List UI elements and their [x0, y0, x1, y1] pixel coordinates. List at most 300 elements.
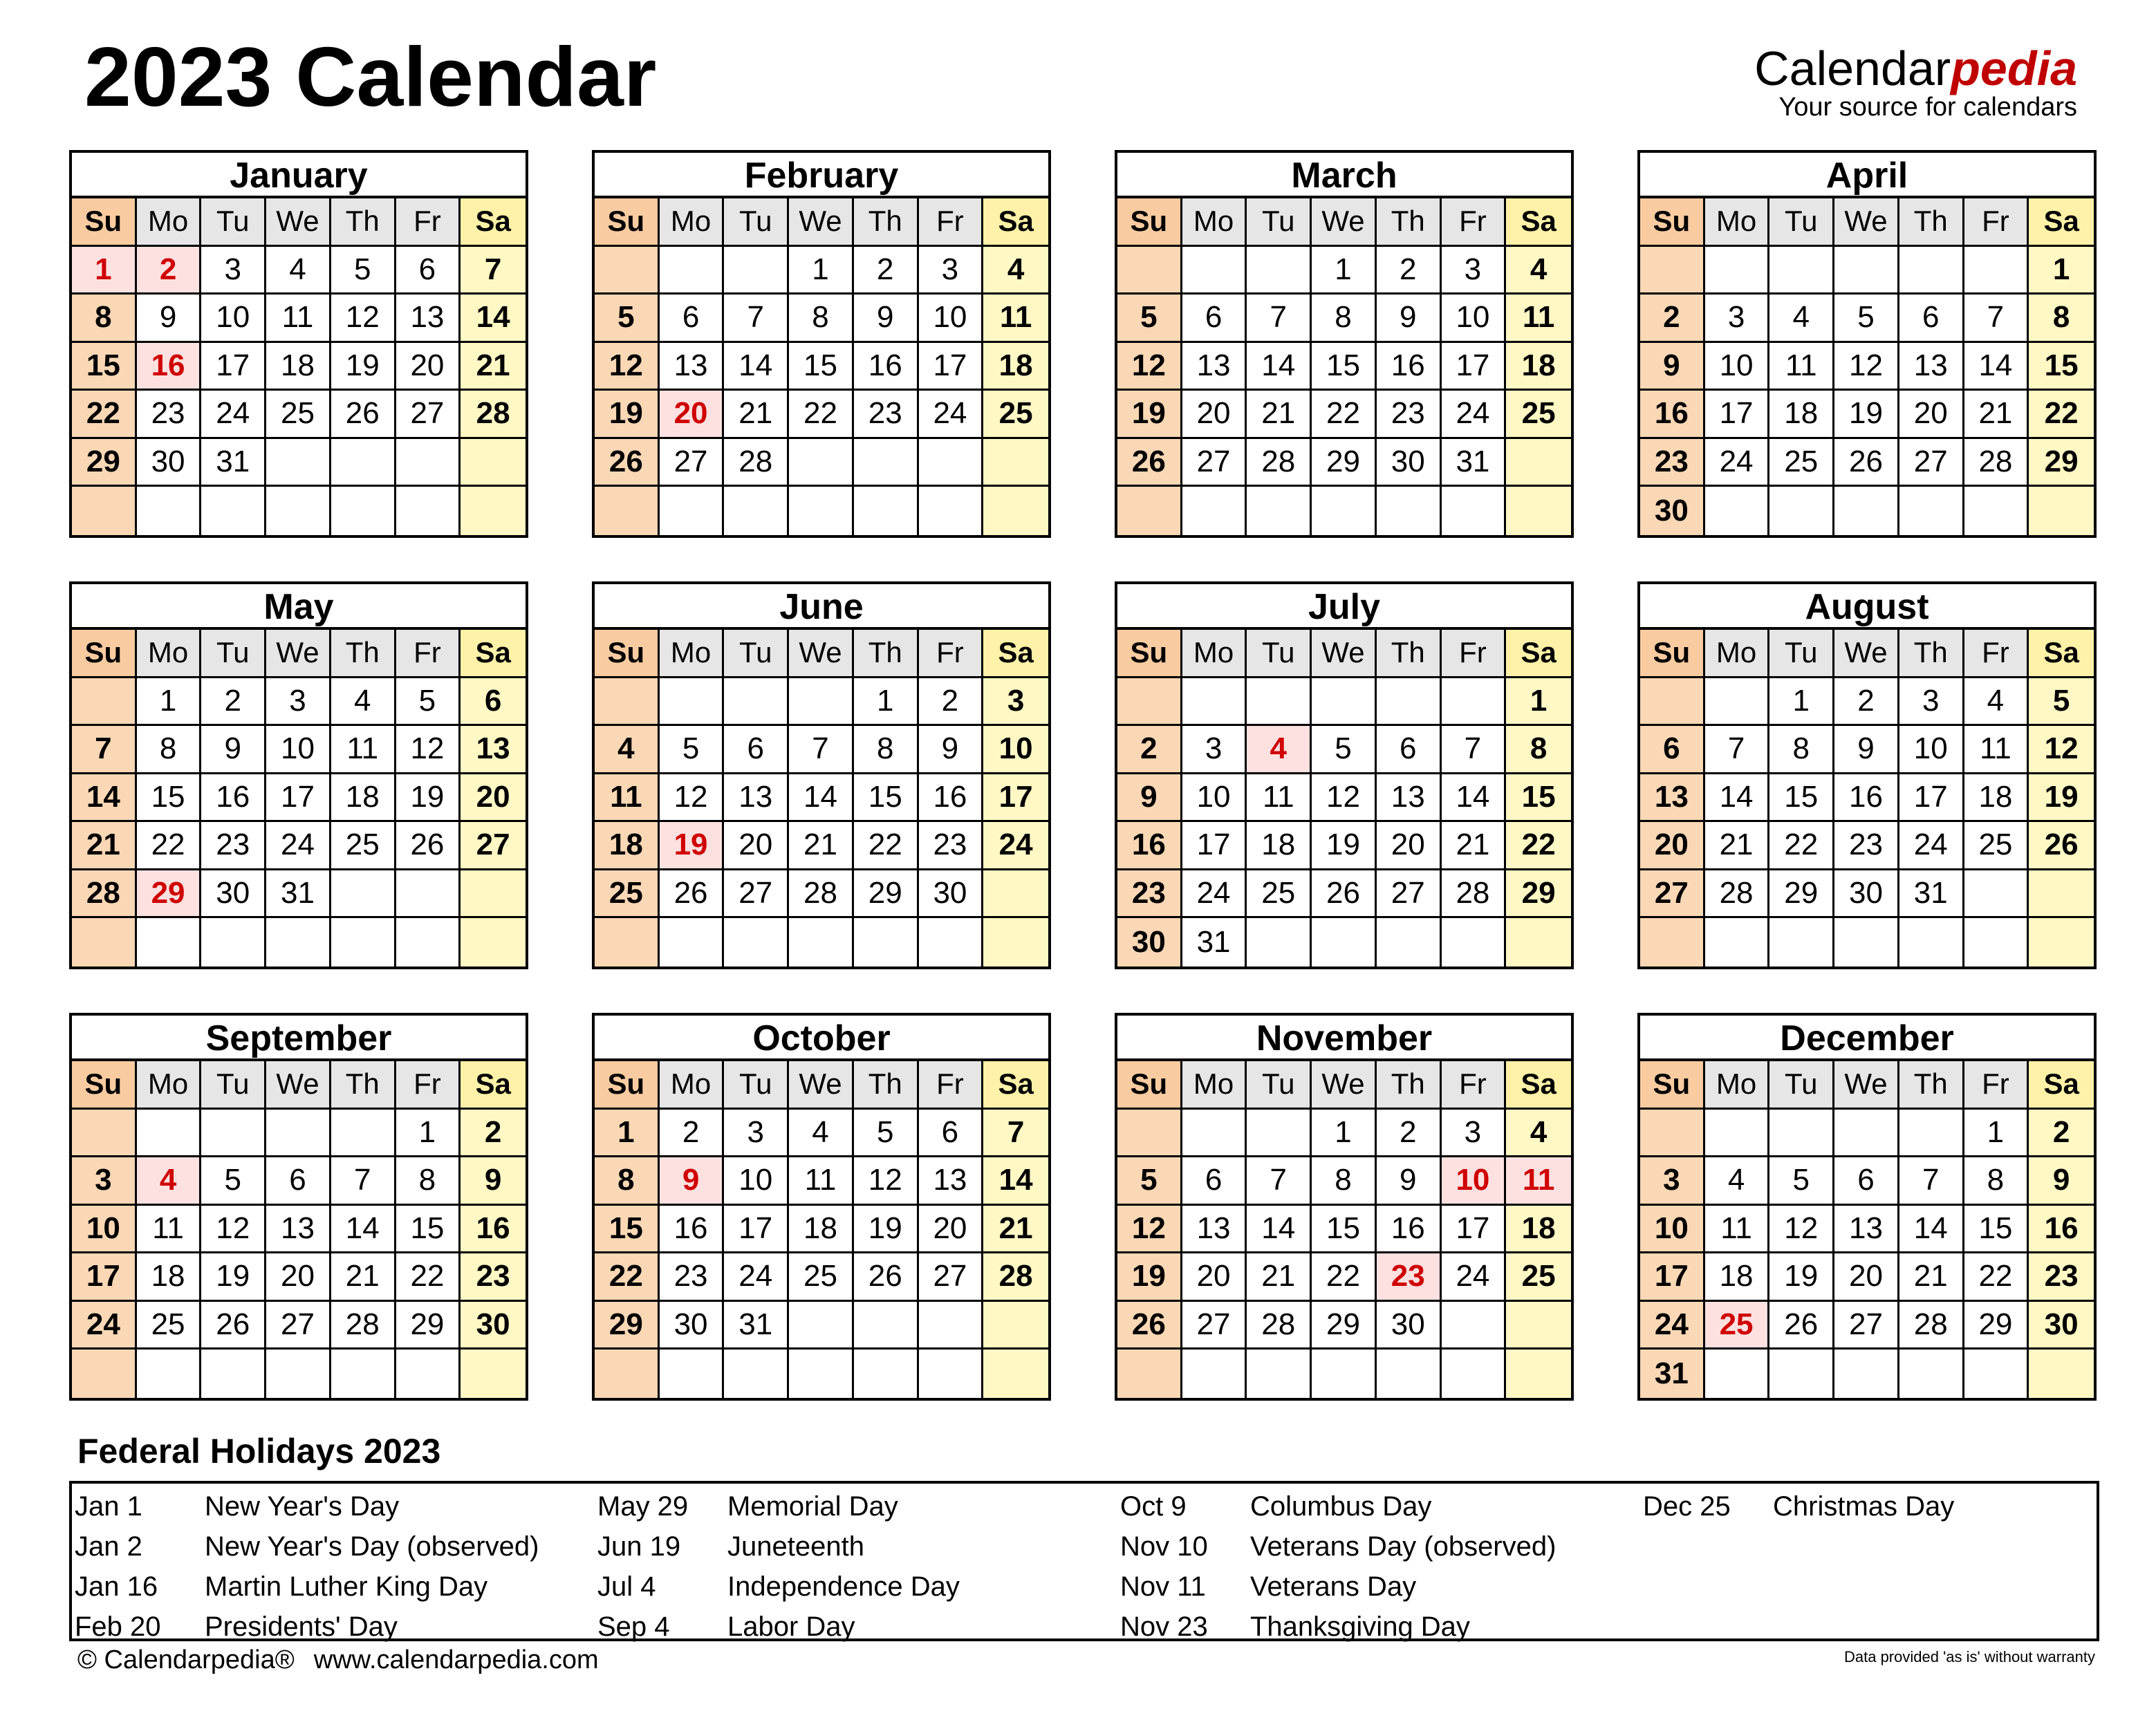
holiday-name: Veterans Day — [1250, 1571, 1417, 1602]
day-cell: 16 — [919, 774, 984, 823]
page-title: 2023 Calendar — [84, 30, 657, 124]
day-cell: 12 — [1312, 774, 1377, 823]
weekday-header: Sa — [983, 198, 1048, 247]
day-cell: 12 — [660, 774, 725, 823]
empty-day-cell — [1964, 1350, 2029, 1398]
month-name: February — [595, 153, 1048, 198]
empty-day-cell — [201, 918, 266, 967]
empty-day-cell — [137, 918, 202, 967]
weekday-header: Su — [72, 630, 137, 678]
day-cell: 20 — [724, 822, 789, 870]
day-cell: 1 — [2029, 247, 2094, 295]
empty-day-cell — [1442, 1302, 1507, 1350]
empty-day-cell — [1377, 487, 1442, 535]
day-cell: 15 — [1506, 774, 1571, 823]
day-cell: 15 — [854, 774, 919, 823]
day-cell: 14 — [983, 1157, 1048, 1206]
day-cell: 28 — [724, 439, 789, 487]
weekday-header: Fr — [396, 198, 461, 247]
day-cell: 31 — [1640, 1350, 1705, 1398]
day-cell: 27 — [266, 1302, 331, 1350]
day-cell: 25 — [1964, 822, 2029, 870]
holiday-date: Nov 23 — [1120, 1612, 1208, 1642]
day-cell: 22 — [137, 822, 202, 870]
weekday-header: Th — [854, 630, 919, 678]
day-cell: 1 — [789, 247, 854, 295]
day-cell: 25 — [1769, 439, 1834, 487]
day-cell: 25 — [983, 391, 1048, 439]
weekday-header: Sa — [461, 630, 526, 678]
weekday-header: Tu — [201, 630, 266, 678]
day-cell: 16 — [2029, 1206, 2094, 1254]
holiday-row — [1120, 1529, 1556, 1569]
empty-day-cell — [595, 1350, 660, 1398]
day-cell: 7 — [72, 726, 137, 774]
weekday-header: We — [266, 1061, 331, 1110]
day-cell: 8 — [1769, 726, 1834, 774]
day-cell: 17 — [1705, 391, 1770, 439]
day-cell: 13 — [1182, 343, 1247, 391]
empty-day-cell — [1312, 1350, 1377, 1398]
day-cell: 19 — [331, 343, 396, 391]
day-cell: 12 — [1117, 1206, 1182, 1254]
holiday-name: Veterans Day (observed) — [1250, 1531, 1556, 1562]
empty-day-cell — [1442, 1350, 1507, 1398]
month-name: April — [1640, 153, 2094, 198]
day-cell: 18 — [1506, 343, 1571, 391]
holiday-row — [75, 1569, 539, 1609]
empty-day-cell — [595, 247, 660, 295]
day-cell: 4 — [595, 726, 660, 774]
empty-day-cell — [1506, 1350, 1571, 1398]
day-cell: 3 — [1442, 247, 1507, 295]
day-cell: 23 — [660, 1253, 725, 1302]
day-cell: 13 — [660, 343, 725, 391]
empty-day-cell — [72, 487, 137, 535]
weekday-header: Su — [595, 1061, 660, 1110]
day-cell: 4 — [137, 1157, 202, 1206]
weekday-header: Th — [854, 198, 919, 247]
empty-day-cell — [331, 918, 396, 967]
holiday-row — [75, 1529, 539, 1569]
empty-day-cell — [72, 918, 137, 967]
day-cell: 21 — [1899, 1253, 1964, 1302]
day-cell: 18 — [595, 822, 660, 870]
logo-brand-accent: pedia — [1951, 41, 2077, 95]
empty-day-cell — [331, 1350, 396, 1398]
empty-day-cell — [724, 678, 789, 727]
empty-day-cell — [1769, 918, 1834, 967]
day-cell: 2 — [660, 1110, 725, 1158]
weekday-header: Fr — [1442, 630, 1507, 678]
day-cell: 17 — [983, 774, 1048, 823]
empty-day-cell — [919, 918, 984, 967]
day-cell: 13 — [266, 1206, 331, 1254]
empty-day-cell — [660, 487, 725, 535]
weekday-header: Tu — [1769, 630, 1834, 678]
day-cell: 6 — [1834, 1157, 1899, 1206]
month-name: June — [595, 584, 1048, 630]
day-cell: 29 — [854, 870, 919, 919]
day-cell: 3 — [1182, 726, 1247, 774]
day-cell: 10 — [919, 295, 984, 343]
day-cell: 10 — [983, 726, 1048, 774]
day-cell: 27 — [1834, 1302, 1899, 1350]
empty-day-cell — [1247, 1350, 1312, 1398]
day-cell: 21 — [331, 1253, 396, 1302]
empty-day-cell — [461, 918, 526, 967]
day-cell: 20 — [396, 343, 461, 391]
empty-day-cell — [1705, 1110, 1770, 1158]
empty-day-cell — [1247, 487, 1312, 535]
logo-brand — [1754, 41, 2077, 95]
holiday-name: Christmas Day — [1773, 1491, 1955, 1522]
holiday-name: Presidents' Day — [205, 1612, 398, 1642]
empty-day-cell — [724, 247, 789, 295]
day-cell: 23 — [1834, 822, 1899, 870]
weekday-header: Tu — [1769, 1061, 1834, 1110]
day-cell: 20 — [1899, 391, 1964, 439]
day-cell: 25 — [1506, 1253, 1571, 1302]
day-cell: 22 — [1312, 1253, 1377, 1302]
day-cell: 20 — [1834, 1253, 1899, 1302]
empty-day-cell — [461, 487, 526, 535]
day-cell: 24 — [1705, 439, 1770, 487]
day-cell: 28 — [1247, 1302, 1312, 1350]
day-cell: 4 — [1964, 678, 2029, 727]
weekday-header: Tu — [724, 630, 789, 678]
day-cell: 21 — [789, 822, 854, 870]
day-cell: 2 — [1834, 678, 1899, 727]
day-cell: 19 — [1769, 1253, 1834, 1302]
empty-day-cell — [854, 1350, 919, 1398]
day-cell: 12 — [1769, 1206, 1834, 1254]
day-cell: 14 — [1442, 774, 1507, 823]
holiday-name: Memorial Day — [727, 1491, 898, 1522]
weekday-header: Su — [1117, 630, 1182, 678]
day-cell: 8 — [137, 726, 202, 774]
empty-day-cell — [396, 487, 461, 535]
empty-day-cell — [983, 439, 1048, 487]
day-cell: 18 — [1769, 391, 1834, 439]
day-cell: 18 — [983, 343, 1048, 391]
day-cell: 19 — [854, 1206, 919, 1254]
empty-day-cell — [660, 1350, 725, 1398]
month-name: September — [72, 1016, 526, 1061]
weekday-header: Sa — [1506, 630, 1571, 678]
day-cell: 5 — [2029, 678, 2094, 727]
weekday-header: Th — [1377, 1061, 1442, 1110]
day-cell: 26 — [1312, 870, 1377, 919]
holiday-date: Jul 4 — [597, 1571, 656, 1602]
day-cell: 20 — [1377, 822, 1442, 870]
day-cell: 2 — [1117, 726, 1182, 774]
day-cell: 4 — [331, 678, 396, 727]
weekday-header: Sa — [2029, 630, 2094, 678]
day-cell: 24 — [1182, 870, 1247, 919]
calendarpedia-logo[interactable] — [1754, 41, 2077, 122]
day-cell: 21 — [724, 391, 789, 439]
day-cell: 23 — [2029, 1253, 2094, 1302]
day-cell: 11 — [1506, 295, 1571, 343]
day-cell: 14 — [1964, 343, 2029, 391]
day-cell: 29 — [1312, 439, 1377, 487]
weekday-header: Su — [595, 198, 660, 247]
month-name: December — [1640, 1016, 2094, 1061]
day-cell: 30 — [461, 1302, 526, 1350]
empty-day-cell — [1247, 918, 1312, 967]
empty-day-cell — [1834, 1110, 1899, 1158]
empty-day-cell — [1705, 487, 1770, 535]
day-cell: 31 — [266, 870, 331, 919]
empty-day-cell — [1312, 678, 1377, 727]
day-cell: 13 — [1182, 1206, 1247, 1254]
day-cell: 9 — [1834, 726, 1899, 774]
month-days-grid — [595, 630, 1048, 967]
empty-day-cell — [660, 678, 725, 727]
day-cell: 15 — [1769, 774, 1834, 823]
day-cell: 31 — [1899, 870, 1964, 919]
holiday-date: May 29 — [597, 1491, 689, 1522]
day-cell: 18 — [1247, 822, 1312, 870]
day-cell: 12 — [396, 726, 461, 774]
day-cell: 2 — [201, 678, 266, 727]
month-december — [1637, 1013, 2097, 1401]
day-cell: 3 — [1442, 1110, 1507, 1158]
month-name: July — [1117, 584, 1571, 630]
empty-day-cell — [1117, 1110, 1182, 1158]
day-cell: 19 — [1312, 822, 1377, 870]
weekday-header: Su — [72, 1061, 137, 1110]
empty-day-cell — [1312, 918, 1377, 967]
empty-day-cell — [1705, 678, 1770, 727]
weekday-header: Fr — [919, 1061, 984, 1110]
holiday-row — [597, 1529, 960, 1569]
holiday-name: New Year's Day (observed) — [205, 1531, 539, 1562]
day-cell: 1 — [1964, 1110, 2029, 1158]
weekday-header: Tu — [201, 1061, 266, 1110]
day-cell: 22 — [789, 391, 854, 439]
empty-day-cell — [983, 918, 1048, 967]
day-cell: 12 — [595, 343, 660, 391]
empty-day-cell — [1834, 247, 1899, 295]
weekday-header: Sa — [2029, 1061, 2094, 1110]
month-name: May — [72, 584, 526, 630]
day-cell: 23 — [1377, 1253, 1442, 1302]
day-cell: 8 — [1506, 726, 1571, 774]
month-march — [1115, 150, 1574, 538]
empty-day-cell — [660, 918, 725, 967]
weekday-header: Sa — [983, 630, 1048, 678]
day-cell: 25 — [1506, 391, 1571, 439]
weekday-header: Th — [1899, 1061, 1964, 1110]
day-cell: 22 — [1506, 822, 1571, 870]
empty-day-cell — [854, 918, 919, 967]
day-cell: 3 — [72, 1157, 137, 1206]
empty-day-cell — [1899, 1350, 1964, 1398]
weekday-header: Su — [1117, 1061, 1182, 1110]
day-cell: 30 — [2029, 1302, 2094, 1350]
weekday-header: Tu — [724, 1061, 789, 1110]
day-cell: 6 — [660, 295, 725, 343]
empty-day-cell — [2029, 487, 2094, 535]
weekday-header: Mo — [137, 630, 202, 678]
month-days-grid — [1640, 198, 2094, 535]
day-cell: 29 — [72, 439, 137, 487]
empty-day-cell — [854, 439, 919, 487]
day-cell: 27 — [1899, 439, 1964, 487]
day-cell: 9 — [1117, 774, 1182, 823]
weekday-header: Th — [331, 198, 396, 247]
day-cell: 28 — [72, 870, 137, 919]
day-cell: 11 — [331, 726, 396, 774]
weekday-header: Mo — [137, 198, 202, 247]
empty-day-cell — [1117, 247, 1182, 295]
empty-day-cell — [331, 870, 396, 919]
day-cell: 15 — [137, 774, 202, 823]
day-cell: 13 — [396, 295, 461, 343]
weekday-header: Fr — [1964, 630, 2029, 678]
day-cell: 12 — [1117, 343, 1182, 391]
day-cell: 20 — [1182, 391, 1247, 439]
day-cell: 9 — [919, 726, 984, 774]
weekday-header: We — [1312, 1061, 1377, 1110]
day-cell: 11 — [1506, 1157, 1571, 1206]
holidays-column — [1643, 1489, 1954, 1529]
day-cell: 29 — [137, 870, 202, 919]
empty-day-cell — [461, 870, 526, 919]
day-cell: 30 — [1377, 439, 1442, 487]
day-cell: 24 — [919, 391, 984, 439]
day-cell: 3 — [1640, 1157, 1705, 1206]
weekday-header: Tu — [724, 198, 789, 247]
day-cell: 26 — [1117, 1302, 1182, 1350]
empty-day-cell — [789, 439, 854, 487]
holiday-row — [597, 1489, 960, 1529]
weekday-header: Su — [1117, 198, 1182, 247]
day-cell: 28 — [1899, 1302, 1964, 1350]
empty-day-cell — [1705, 247, 1770, 295]
day-cell: 23 — [854, 391, 919, 439]
day-cell: 30 — [1117, 918, 1182, 967]
day-cell: 1 — [1312, 1110, 1377, 1158]
day-cell: 25 — [789, 1253, 854, 1302]
day-cell: 14 — [789, 774, 854, 823]
day-cell: 7 — [724, 295, 789, 343]
empty-day-cell — [724, 487, 789, 535]
day-cell: 17 — [1442, 343, 1507, 391]
day-cell: 24 — [1899, 822, 1964, 870]
day-cell: 25 — [1247, 870, 1312, 919]
empty-day-cell — [983, 487, 1048, 535]
day-cell: 16 — [1834, 774, 1899, 823]
day-cell: 12 — [331, 295, 396, 343]
day-cell: 9 — [1377, 1157, 1442, 1206]
day-cell: 26 — [2029, 822, 2094, 870]
day-cell: 12 — [854, 1157, 919, 1206]
month-days-grid — [1640, 630, 2094, 967]
day-cell: 22 — [1964, 1253, 2029, 1302]
month-june — [592, 581, 1051, 969]
day-cell: 2 — [137, 247, 202, 295]
day-cell: 27 — [1182, 1302, 1247, 1350]
day-cell: 10 — [201, 295, 266, 343]
empty-day-cell — [1834, 487, 1899, 535]
empty-day-cell — [595, 678, 660, 727]
empty-day-cell — [854, 1302, 919, 1350]
day-cell: 8 — [595, 1157, 660, 1206]
day-cell: 21 — [1964, 391, 2029, 439]
month-name: November — [1117, 1016, 1571, 1061]
empty-day-cell — [983, 870, 1048, 919]
day-cell: 16 — [1377, 343, 1442, 391]
weekday-header: Su — [1640, 198, 1705, 247]
holiday-row — [1120, 1569, 1556, 1609]
weekday-header: Th — [1899, 630, 1964, 678]
day-cell: 25 — [137, 1302, 202, 1350]
empty-day-cell — [1442, 918, 1507, 967]
month-name: March — [1117, 153, 1571, 198]
empty-day-cell — [396, 918, 461, 967]
holidays-column — [75, 1489, 539, 1650]
month-days-grid — [1117, 1061, 1571, 1398]
day-cell: 15 — [2029, 343, 2094, 391]
month-april — [1637, 150, 2097, 538]
empty-day-cell — [1640, 1110, 1705, 1158]
weekday-header: Mo — [1182, 630, 1247, 678]
empty-day-cell — [1964, 918, 2029, 967]
day-cell: 6 — [461, 678, 526, 727]
empty-day-cell — [983, 1302, 1048, 1350]
day-cell: 2 — [919, 678, 984, 727]
day-cell: 4 — [266, 247, 331, 295]
day-cell: 3 — [724, 1110, 789, 1158]
empty-day-cell — [1312, 487, 1377, 535]
day-cell: 19 — [1117, 1253, 1182, 1302]
day-cell: 29 — [2029, 439, 2094, 487]
day-cell: 6 — [1899, 295, 1964, 343]
month-name: October — [595, 1016, 1048, 1061]
day-cell: 15 — [1964, 1206, 2029, 1254]
day-cell: 5 — [1834, 295, 1899, 343]
day-cell: 1 — [595, 1110, 660, 1158]
weekday-header: Th — [1899, 198, 1964, 247]
weekday-header: Su — [72, 198, 137, 247]
day-cell: 1 — [1506, 678, 1571, 727]
day-cell: 6 — [919, 1110, 984, 1158]
day-cell: 25 — [331, 822, 396, 870]
empty-day-cell — [1705, 1350, 1770, 1398]
day-cell: 29 — [396, 1302, 461, 1350]
empty-day-cell — [789, 678, 854, 727]
day-cell: 21 — [1247, 1253, 1312, 1302]
day-cell: 23 — [1117, 870, 1182, 919]
day-cell: 5 — [1312, 726, 1377, 774]
weekday-header: We — [1834, 1061, 1899, 1110]
website-link[interactable]: www.calendarpedia.com — [313, 1645, 599, 1674]
day-cell: 17 — [1899, 774, 1964, 823]
empty-day-cell — [660, 247, 725, 295]
empty-day-cell — [1377, 1350, 1442, 1398]
holiday-name: Martin Luther King Day — [205, 1571, 488, 1602]
weekday-header: Sa — [2029, 198, 2094, 247]
weekday-header: Fr — [1964, 198, 2029, 247]
empty-day-cell — [595, 918, 660, 967]
day-cell: 19 — [201, 1253, 266, 1302]
day-cell: 28 — [789, 870, 854, 919]
day-cell: 19 — [660, 822, 725, 870]
month-july — [1115, 581, 1574, 969]
